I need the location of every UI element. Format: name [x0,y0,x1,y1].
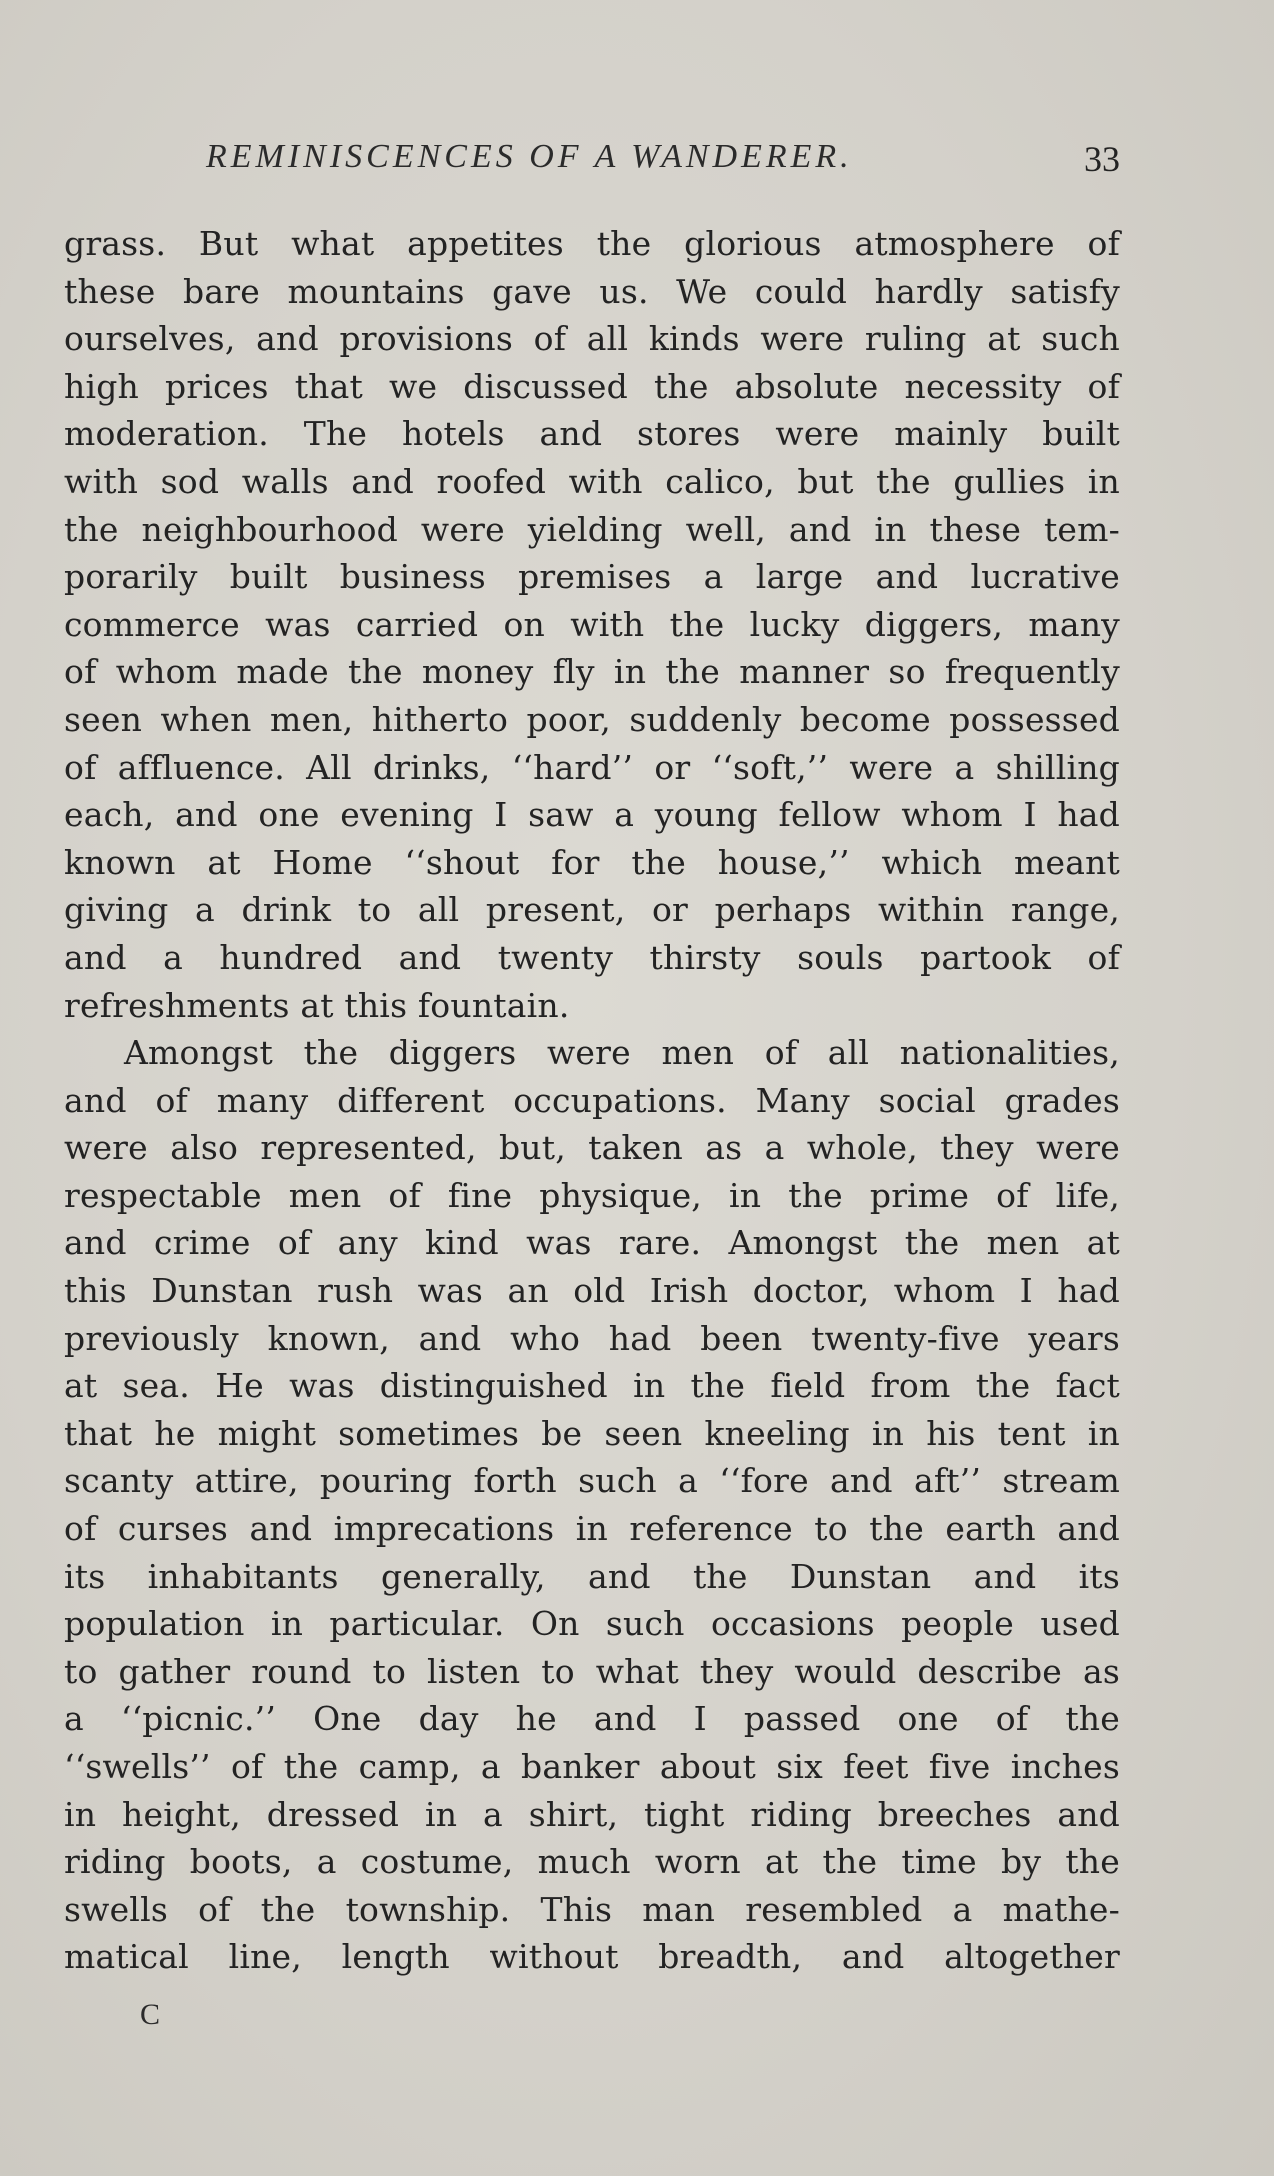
text-line: at sea. He was distinguished in the field from the fact [64,1366,1120,1406]
text-line: riding boots, a costume, much worn at the time by the [64,1842,1120,1882]
text-line: giving a drink to all present, or perhaps within range, [64,890,1120,930]
running-title: REMINISCENCES OF A WANDERER. [206,138,853,175]
text-line: Amongst the diggers were men of all nationalities, [124,1033,1120,1073]
text-line: previously known, and who had been twenty-five years [64,1318,1120,1358]
text-line: moderation. The hotels and stores were mainly built [64,414,1120,454]
text-line: of affluence. All drinks, ‘‘hard’’ or ‘‘soft,’’ were a shilling [64,747,1120,787]
text-line: these bare mountains gave us. We could hardly satisfy [64,271,1120,311]
text-line: the neighbourhood were yielding well, and in these tem- [64,509,1120,549]
page-header [64,138,1120,188]
text-line: porarily built business premises a large and lucrative [64,557,1120,597]
text-line: grass. But what appetites the glorious atmosphere of [64,224,1120,263]
text-line: were also represented, but, taken as a whole, they were [64,1128,1120,1168]
text-line: seen when men, hitherto poor, suddenly become possessed [64,699,1120,739]
text-line: and crime of any kind was rare. Amongst the men at [64,1223,1120,1263]
text-line: and a hundred and twenty thirsty souls partook of [64,937,1120,977]
text-line: ‘‘swells’’ of the camp, a banker about six feet five inches [64,1747,1120,1786]
text-line: its inhabitants generally, and the Dunstan and its [64,1556,1120,1596]
text-line: to gather round to listen to what they would describe as [64,1651,1120,1691]
text-line: high prices that we discussed the absolute necessity of [64,366,1120,406]
page-number: 33 [1084,139,1120,179]
text-line: that he might sometimes be seen kneeling in his tent in [64,1413,1120,1453]
text-line: commerce was carried on with the lucky diggers, many [64,604,1120,644]
text-line: population in particular. On such occasions people used [64,1604,1120,1644]
text-line: refreshments at this fountain. [64,985,570,1025]
body-text [64,220,1120,1981]
text-line: a ‘‘picnic.’’ One day he and I passed one of the [64,1699,1120,1739]
text-line: matical line, length without breadth, and altogether [64,1937,1120,1977]
text-line: respectable men of fine physique, in the prime of life, [64,1175,1120,1215]
text-line: of whom made the money fly in the manner so frequently [64,652,1120,692]
text-line: swells of the township. This man resembled a mathe- [64,1889,1120,1929]
signature-mark: C [140,1998,161,2031]
text-line: in height, dressed in a shirt, tight riding breeches and [64,1794,1120,1834]
text-line: this Dunstan rush was an old Irish doctor, whom I had [64,1271,1120,1311]
text-line: and of many different occupations. Many social grades [64,1080,1120,1120]
text-line: with sod walls and roofed with calico, but the gullies in [64,461,1120,501]
text-line: each, and one evening I saw a young fellow whom I had [64,795,1120,835]
text-line: scanty attire, pouring forth such a ‘‘fore and aft’’ stream [64,1461,1120,1501]
text-line: of curses and imprecations in reference to the earth and [64,1509,1120,1549]
text-line: known at Home ‘‘shout for the house,’’ which meant [64,842,1120,882]
text-line: ourselves, and provisions of all kinds were ruling at such [64,319,1120,359]
